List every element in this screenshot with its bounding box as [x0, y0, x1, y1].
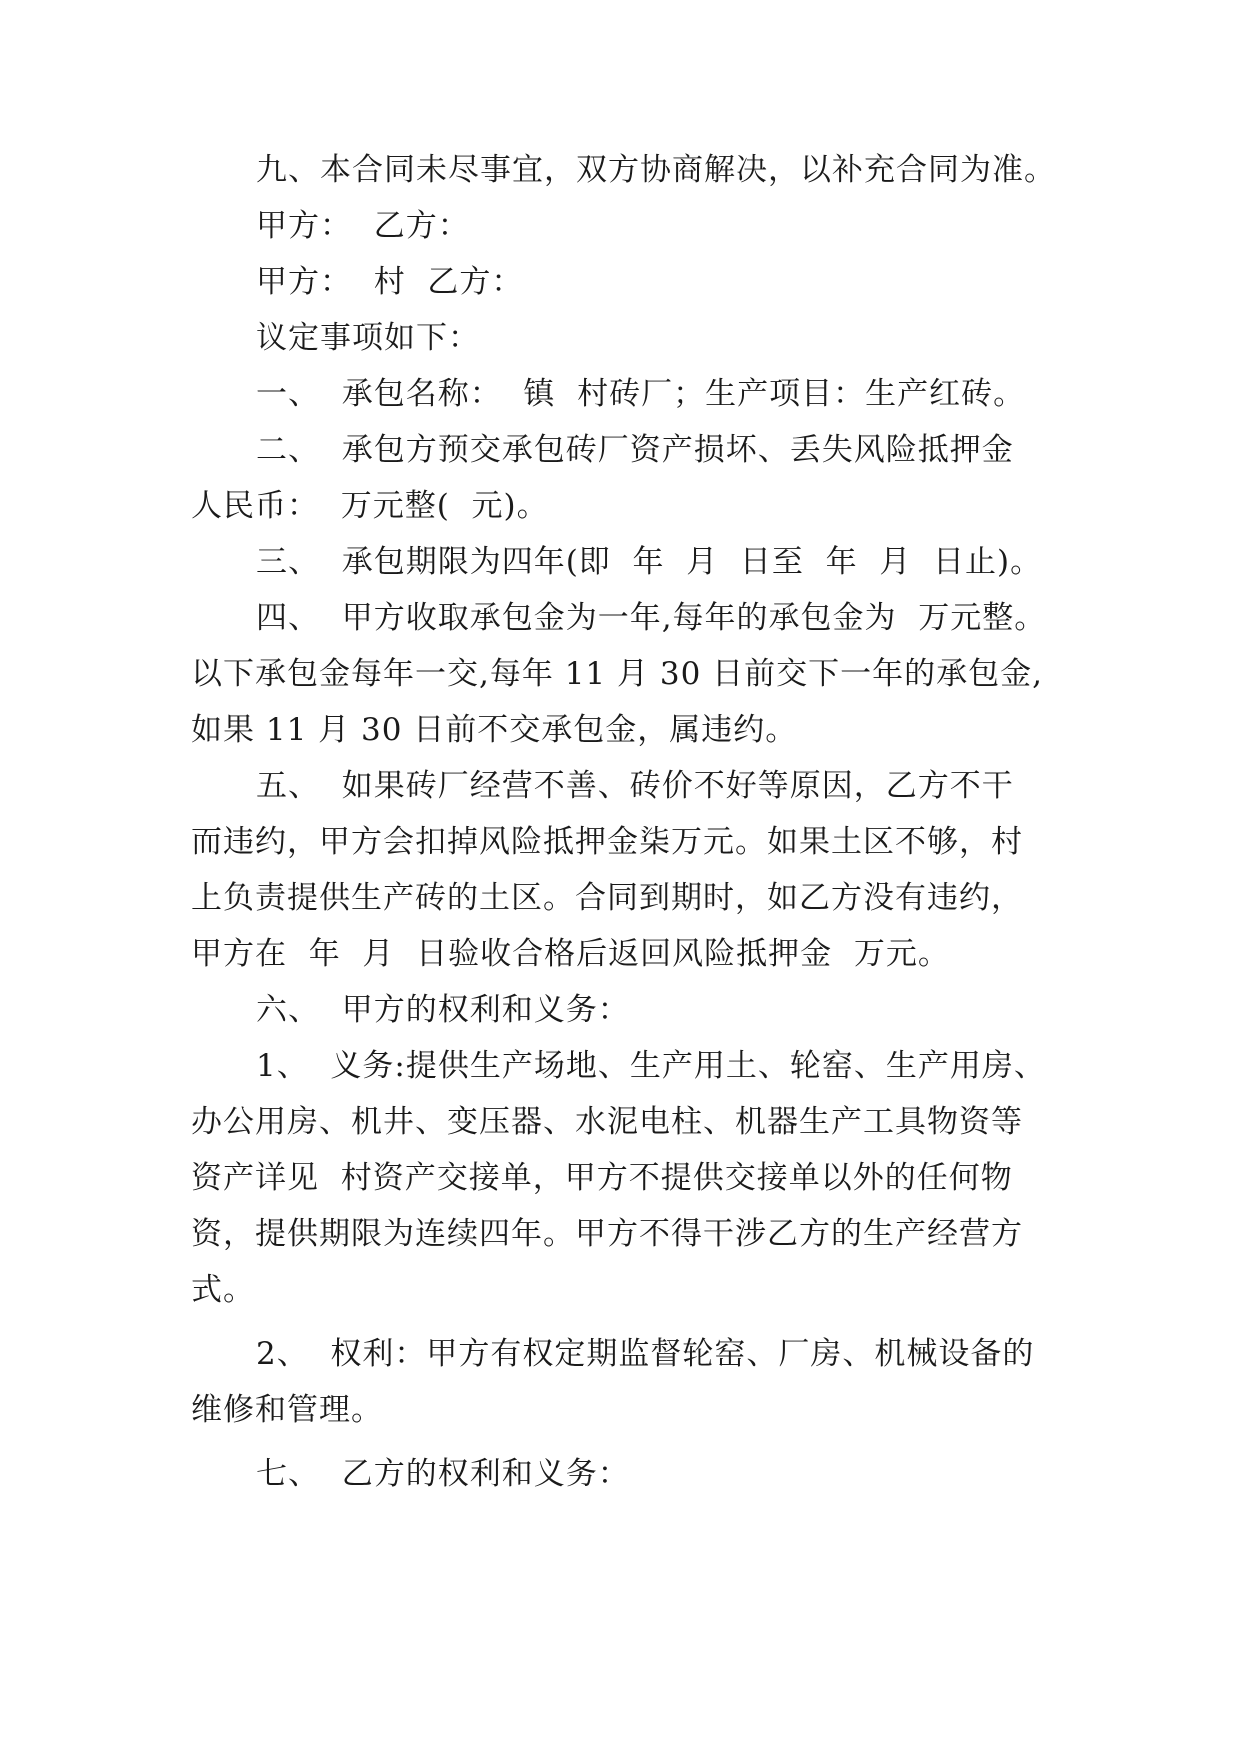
clause-3: 三、 承包期限为四年(即 年 月 日至 年 月 日止)。: [256, 544, 1043, 580]
clause-6-item-2: 2、 权利：甲方有权定期监督轮窑、厂房、机械设备的: [256, 1336, 1035, 1372]
clause-9: 九、本合同未尽事宜，双方协商解决，以补充合同为准。: [256, 152, 1056, 188]
clause-6-item-1-cont-1: 办公用房、机井、变压器、水泥电柱、机器生产工具物资等: [191, 1104, 1023, 1140]
clause-6-heading: 六、 甲方的权利和义务：: [256, 992, 630, 1028]
clause-5-cont-3: 甲方在 年 月 日验收合格后返回风险抵押金 万元。: [191, 936, 950, 972]
clause-6-item-1-cont-3: 资，提供期限为连续四年。甲方不得干涉乙方的生产经营方: [191, 1216, 1023, 1252]
agreed-items-heading: 议定事项如下：: [256, 320, 480, 356]
clause-5: 五、 如果砖厂经营不善、砖价不好等原因，乙方不干: [256, 768, 1014, 804]
party-header-line: 甲方： 村 乙方：: [256, 264, 524, 300]
clause-4-cont-2: 如果 11 月 30 日前不交承包金，属违约。: [191, 712, 798, 748]
clause-5-cont-1: 而违约，甲方会扣掉风险抵押金柒万元。如果土区不够，村: [191, 824, 1023, 860]
clause-4: 四、 甲方收取承包金为一年,每年的承包金为 万元整。: [256, 600, 1047, 636]
clause-6-item-1-cont-4: 式。: [191, 1272, 255, 1308]
clause-2: 二、 承包方预交承包砖厂资产损坏、丢失风险抵押金: [256, 432, 1014, 468]
clause-7-heading: 七、 乙方的权利和义务：: [256, 1456, 630, 1492]
clause-6-item-2-cont: 维修和管理。: [191, 1392, 383, 1428]
clause-6-item-1-cont-2: 资产详见 村资产交接单，甲方不提供交接单以外的任何物: [191, 1160, 1013, 1196]
clause-4-cont-1: 以下承包金每年一交,每年 11 月 30 日前交下一年的承包金,: [191, 656, 1044, 692]
clause-2-cont: 人民币： 万元整( 元)。: [191, 488, 549, 524]
clause-1: 一、 承包名称： 镇 村砖厂；生产项目：生产红砖。: [256, 376, 1026, 412]
party-signature-line: 甲方： 乙方：: [256, 208, 470, 244]
clause-6-item-1: 1、 义务:提供生产场地、生产用土、轮窑、生产用房、: [256, 1048, 1046, 1084]
clause-5-cont-2: 上负责提供生产砖的土区。合同到期时，如乙方没有违约，: [191, 880, 1023, 916]
